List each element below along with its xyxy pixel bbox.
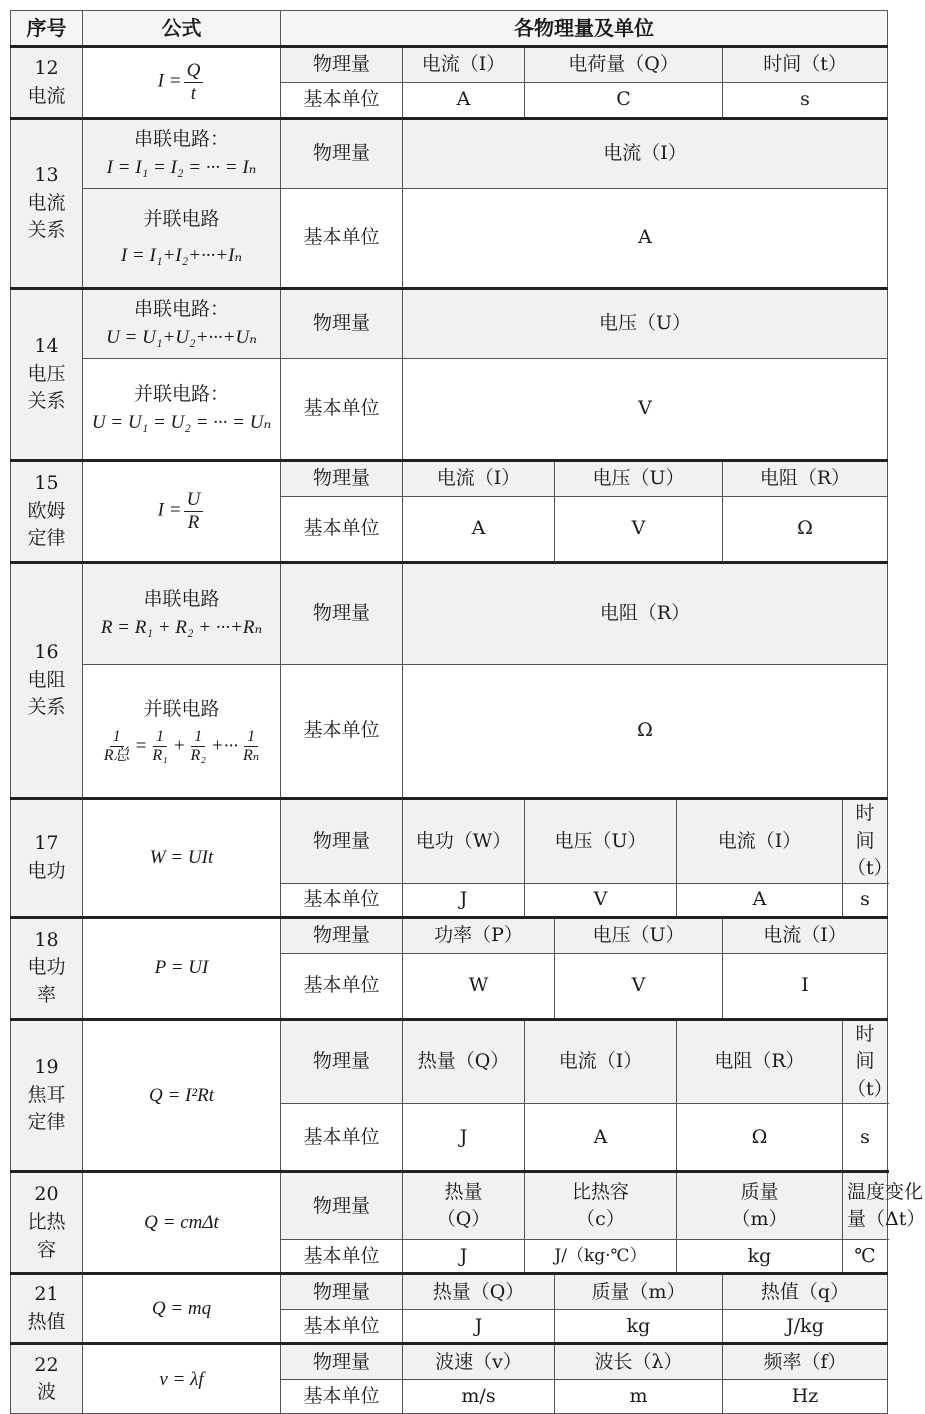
unit-label: 基本单位 (281, 83, 403, 119)
header-formula: 公式 (83, 11, 281, 47)
unit-label: 基本单位 (281, 497, 403, 563)
quantity-cell: 电压（U） (555, 461, 723, 497)
quantity-label: 物理量 (281, 1344, 403, 1380)
quantity-cell: 波长（λ） (555, 1344, 723, 1380)
row-20-formula: Q = cmΔt (83, 1172, 281, 1274)
quantity-label: 物理量 (281, 1019, 403, 1104)
quantity-cell: 质量 （m） (677, 1172, 843, 1240)
header-no: 序号 (11, 11, 83, 47)
unit-cell: J (403, 1310, 555, 1344)
unit-cell: C (525, 83, 723, 119)
quantity-label: 物理量 (281, 1274, 403, 1310)
fraction: $\frac{Q}{t}$ (184, 60, 204, 105)
unit-label: 基本单位 (281, 189, 403, 289)
quantity-cell: 电压（U） (403, 289, 888, 359)
quantity-cell: 时间（t） (843, 1019, 888, 1104)
row-14-unit (11, 359, 888, 461)
unit-cell: V (525, 883, 677, 917)
quantity-cell: 电阻（R） (677, 1019, 843, 1104)
header-row (11, 11, 888, 47)
quantity-cell: 热量（Q） (403, 1274, 555, 1310)
quantity-label: 物理量 (281, 1172, 403, 1240)
row-21-formula: Q = mq (83, 1274, 281, 1344)
header-quantities: 各物理量及单位 (281, 11, 888, 47)
quantity-cell: 质量（m） (555, 1274, 723, 1310)
row-12-quantity (11, 47, 888, 83)
fraction: $\frac{U}{R}$ (184, 489, 204, 534)
quantity-cell: 电阻（R） (723, 461, 888, 497)
formula-table-container (10, 10, 925, 1414)
row-14-parallel-formula: 并联电路： U = U₁ = U₂ = ··· = Uₙ (83, 359, 281, 461)
row-22-no: 22 波 (11, 1344, 83, 1414)
row-14-no: 14 电压 关系 (11, 289, 83, 461)
row-17-formula: W = UIt (83, 799, 281, 918)
unit-cell: V (403, 359, 888, 461)
unit-cell: J/kg (723, 1310, 888, 1344)
row-18-quantity (11, 917, 888, 953)
unit-cell: A (677, 883, 843, 917)
row-15-quantity (11, 461, 888, 497)
quantity-label: 物理量 (281, 799, 403, 884)
unit-cell: kg (555, 1310, 723, 1344)
unit-cell: A (403, 189, 888, 289)
unit-label: 基本单位 (281, 883, 403, 917)
quantity-cell: 电压（U） (555, 917, 723, 953)
quantity-cell: 热值（q） (723, 1274, 888, 1310)
row-20-no: 20 比热 容 (11, 1172, 83, 1274)
physics-formula-table (10, 10, 925, 1414)
row-12-no: 12 电流 (11, 47, 83, 119)
unit-cell: kg (677, 1240, 843, 1274)
quantity-cell: 电流（I） (677, 799, 843, 884)
quantity-label: 物理量 (281, 47, 403, 83)
quantity-cell: 功率（P） (403, 917, 555, 953)
quantity-cell: 电流（I） (723, 917, 888, 953)
quantity-cell: 时间（t） (843, 799, 888, 884)
unit-cell: Ω (403, 665, 888, 799)
row-19-formula: Q = I²Rt (83, 1019, 281, 1172)
unit-label: 基本单位 (281, 359, 403, 461)
row-13-series-formula: 串联电路： I = I₁ = I₂ = ··· = Iₙ (83, 119, 281, 189)
quantity-cell: 电压（U） (525, 799, 677, 884)
unit-cell: J (403, 1240, 525, 1274)
row-22-quantity (11, 1344, 888, 1380)
quantity-label: 物理量 (281, 461, 403, 497)
row-17-quantity (11, 799, 888, 884)
row-22-formula: v = λf (83, 1344, 281, 1414)
quantity-label: 物理量 (281, 563, 403, 665)
quantity-cell: 电阻（R） (403, 563, 888, 665)
row-19-no: 19 焦耳 定律 (11, 1019, 83, 1172)
row-15-formula: I = $\frac{U}{R}$ (83, 461, 281, 563)
unit-cell: ℃ (843, 1240, 888, 1274)
unit-label: 基本单位 (281, 1380, 403, 1414)
unit-cell: A (403, 497, 555, 563)
quantity-label: 物理量 (281, 119, 403, 189)
unit-cell: s (723, 83, 888, 119)
row-21-no: 21 热值 (11, 1274, 83, 1344)
row-14-series-formula: 串联电路： U = U₁+U₂+···+Uₙ (83, 289, 281, 359)
row-16-parallel-formula: 并联电路 $\frac{1}{\text{R总}}$ = $\frac{1}{\text{R₁}}$ + $\frac{1}{\text{R₂}}$ +··· $\frac{1}{\text{Rₙ}}$ (83, 665, 281, 799)
unit-label: 基本单位 (281, 953, 403, 1019)
unit-cell: W (403, 953, 555, 1019)
row-18-no: 18 电功 率 (11, 917, 83, 1019)
row-18-formula: P = UI (83, 917, 281, 1019)
row-21-quantity (11, 1274, 888, 1310)
unit-cell: m/s (403, 1380, 555, 1414)
unit-cell: J (403, 883, 525, 917)
row-13-quantity (11, 119, 888, 189)
unit-cell: J/（kg·℃） (525, 1240, 677, 1274)
quantity-cell: 电荷量（Q） (525, 47, 723, 83)
unit-cell: Ω (677, 1104, 843, 1172)
unit-label: 基本单位 (281, 1310, 403, 1344)
unit-cell: A (403, 83, 525, 119)
row-14-quantity (11, 289, 888, 359)
row-19-quantity (11, 1019, 888, 1104)
row-13-parallel-formula: 并联电路 I = I₁+I₂+···+Iₙ (83, 189, 281, 289)
unit-label: 基本单位 (281, 1104, 403, 1172)
quantity-cell: 电流（I） (403, 119, 888, 189)
unit-cell: I (723, 953, 888, 1019)
quantity-cell: 电流（I） (525, 1019, 677, 1104)
unit-cell: s (843, 1104, 888, 1172)
row-16-quantity (11, 563, 888, 665)
unit-cell: Ω (723, 497, 888, 563)
quantity-cell: 比热容 （c） (525, 1172, 677, 1240)
row-12-formula: I = $\frac{Q}{t}$ (83, 47, 281, 119)
unit-cell: m (555, 1380, 723, 1414)
row-16-no: 16 电阻 关系 (11, 563, 83, 799)
quantity-label: 物理量 (281, 289, 403, 359)
row-20-quantity (11, 1172, 888, 1240)
quantity-cell: 频率（f） (723, 1344, 888, 1380)
unit-cell: J (403, 1104, 525, 1172)
unit-cell: V (555, 497, 723, 563)
row-15-no: 15 欧姆 定律 (11, 461, 83, 563)
quantity-cell: 热量（Q） (403, 1019, 525, 1104)
unit-label: 基本单位 (281, 665, 403, 799)
quantity-label: 物理量 (281, 917, 403, 953)
unit-cell: s (843, 883, 888, 917)
unit-cell: V (555, 953, 723, 1019)
quantity-cell: 电流（I） (403, 47, 525, 83)
quantity-cell: 电功（W） (403, 799, 525, 884)
quantity-cell: 热量 （Q） (403, 1172, 525, 1240)
quantity-cell: 波速（v） (403, 1344, 555, 1380)
quantity-cell: 电流（I） (403, 461, 555, 497)
unit-cell: A (525, 1104, 677, 1172)
quantity-cell: 时间（t） (723, 47, 888, 83)
row-16-series-formula: 串联电路 R = R₁ + R₂ + ···+Rₙ (83, 563, 281, 665)
row-16-unit (11, 665, 888, 799)
unit-label: 基本单位 (281, 1240, 403, 1274)
row-13-no: 13 电流 关系 (11, 119, 83, 289)
quantity-cell: 温度变化 量（Δt） (843, 1172, 888, 1240)
unit-cell: Hz (723, 1380, 888, 1414)
row-13-unit (11, 189, 888, 289)
row-17-no: 17 电功 (11, 799, 83, 918)
